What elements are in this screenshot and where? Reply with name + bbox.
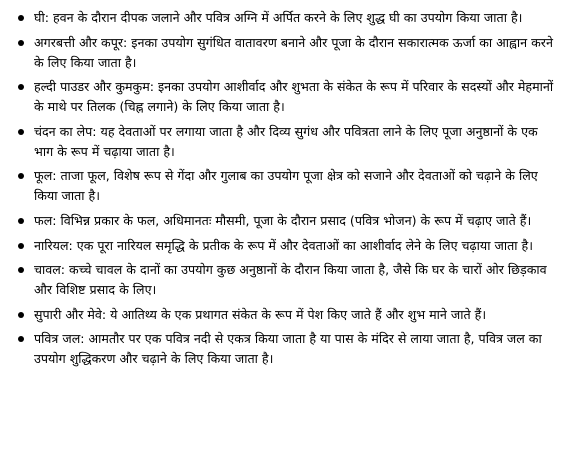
list-item	[18, 305, 559, 325]
list-item-text: सुपारी और मेवे: ये आतिथ्य के एक प्रथागत संकेत के रूप में पेश किए जाते हैं और शुभ माने जाते हैं।	[34, 306, 487, 322]
bullet-icon	[18, 84, 24, 90]
list-item	[18, 329, 559, 369]
list-item	[18, 122, 559, 162]
list-item-text: पवित्र जल: आमतौर पर एक पवित्र नदी से एकत्र किया जाता है या पास के मंदिर से लाया जाता है, पवित्र जल का उपयोग शुद्धिकरण और चढ़ाने के लिए किया जाता है।	[34, 331, 542, 367]
list-item	[18, 260, 559, 300]
list-item-text: अगरबत्ती और कपूर: इनका उपयोग सुगंधित वातावरण बनाने और पूजा के दौरान सकारात्मक ऊर्जा का आह्वान करने के लिए किया जाता है।	[34, 34, 553, 70]
bullet-icon	[18, 312, 24, 318]
list-item	[18, 8, 559, 28]
bullet-icon	[18, 243, 24, 249]
bullet-icon	[18, 129, 24, 135]
list-item-text: फूल: ताजा फूल, विशेष रूप से गेंदा और गुलाब का उपयोग पूजा क्षेत्र को सजाने और देवताओं को चढ़ाने के लिए किया जाता है।	[34, 168, 538, 204]
list-item-text: चावल: कच्चे चावल के दानों का उपयोग कुछ अनुष्ठानों के दौरान किया जाता है, जैसे कि घर के चारों ओर छिड़काव और विशिष्ट प्रसाद के लिए।	[34, 262, 547, 298]
list-item	[18, 77, 559, 117]
list-item-text: नारियल: एक पूरा नारियल समृद्धि के प्रतीक के रूप में और देवताओं का आशीर्वाद लेने के लिए चढ़ाया जाता है।	[34, 237, 533, 253]
list-item	[18, 211, 559, 231]
list-item	[18, 166, 559, 206]
list-item-text: फल: विभिन्न प्रकार के फल, अधिमानतः मौसमी, पूजा के दौरान प्रसाद (पवित्र भोजन) के रूप में चढ़ाए जाते हैं।	[34, 212, 532, 228]
list-item	[18, 236, 559, 256]
list-item-text: घी: हवन के दौरान दीपक जलाने और पवित्र अग्नि में अर्पित करने के लिए शुद्ध घी का उपयोग किया जाता है।	[34, 10, 523, 25]
list-item-text: हल्दी पाउडर और कुमकुम: इनका उपयोग आशीर्वाद और शुभता के संकेत के रूप में परिवार के सदस्यों और मेहमानों के माथे पर तिलक (चिह्न लगाने) के लिए किया जाता है।	[34, 79, 554, 115]
bullet-icon	[18, 40, 24, 46]
bullet-list	[18, 8, 559, 369]
bullet-icon	[18, 173, 24, 179]
bullet-icon	[18, 15, 24, 21]
bullet-icon	[18, 267, 24, 273]
bullet-icon	[18, 336, 24, 342]
bullet-icon	[18, 218, 24, 224]
list-item	[18, 33, 559, 73]
list-item-text: चंदन का लेप: यह देवताओं पर लगाया जाता है और दिव्य सुगंध और पवित्रता लाने के लिए पूजा अनुष्ठानों के एक भाग के रूप में चढ़ाया जाता है।	[34, 123, 538, 159]
